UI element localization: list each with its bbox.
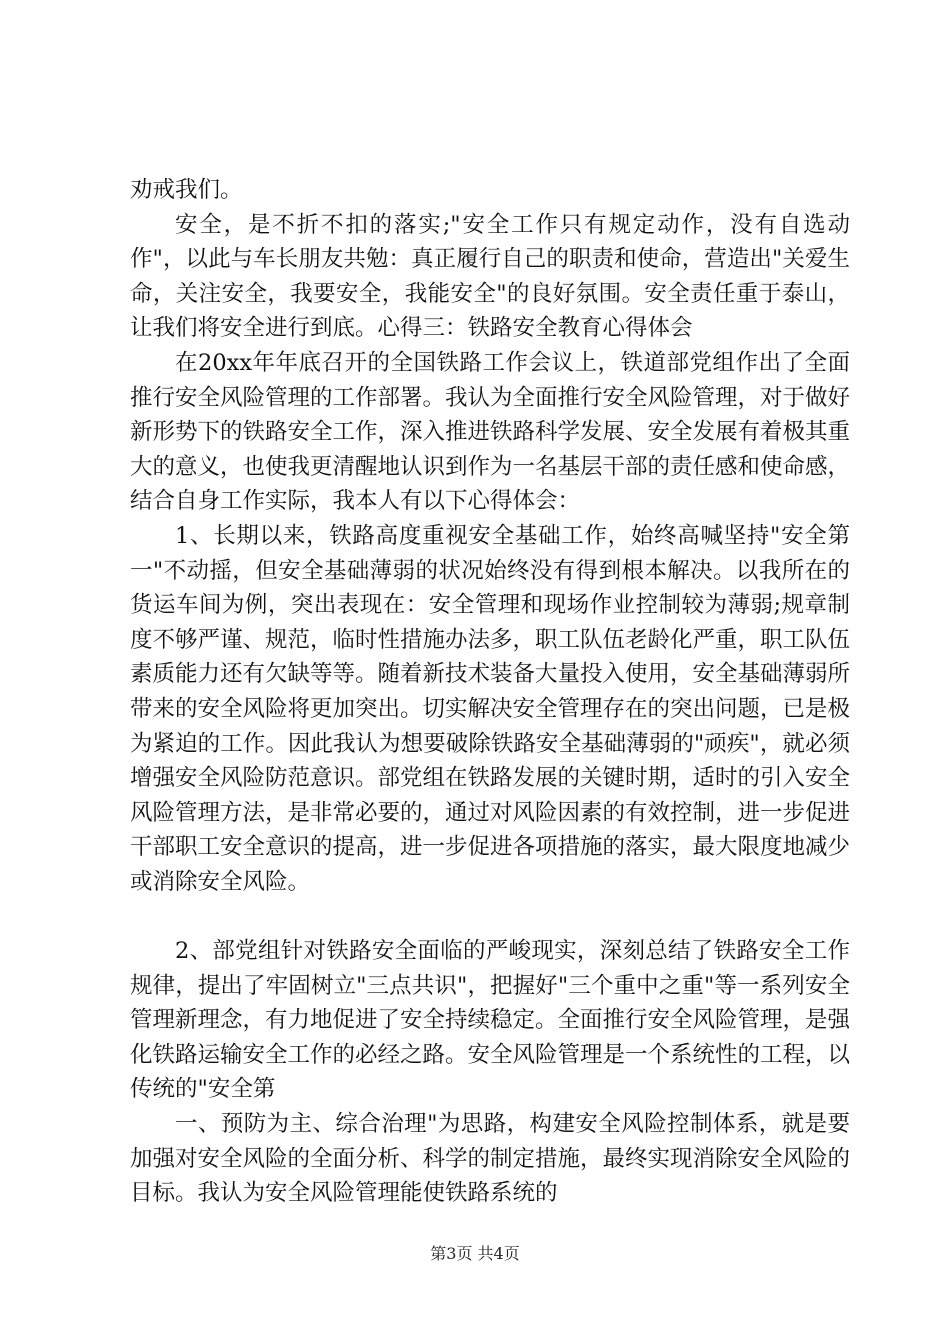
paragraph-2: 安全，是不折不扣的落实;"安全工作只有规定动作，没有自选动作"，以此与车长朋友共勉：真正履行自己的职责和使命，营造出"关爱生命，关注安全，我要安全，我能安全"的良好氛围。安全责任重于泰山，让我们将安全进行到底。心得三：铁路安全教育心得体会 — [130, 211, 850, 342]
paragraph-1: 劝戒我们。 — [130, 177, 243, 203]
paragraph-5: 2、部党组针对铁路安全面临的严峻现实，深刻总结了铁路安全工作规律，提出了牢固树立"三点共识"，把握好"三个重中之重"等一系列安全管理新理念，有力地促进了安全持续稳定。全面推行安全风险管理，是强化铁路运输安全工作的必经之路。安全风险管理是一个系统性的工程，以传统的"安全第 — [130, 938, 851, 1103]
page-footer: 第3页 共4页 — [430, 1244, 520, 1263]
document-body — [130, 173, 850, 1211]
paragraph-6: 一、预防为主、综合治理"为思路，构建安全风险控制体系，就是要加强对安全风险的全面分析、科学的制定措施，最终实现消除安全风险的目标。我认为安全风险管理能使铁路系统的 — [130, 1111, 851, 1207]
paragraph-spacer — [130, 899, 850, 934]
paragraph-4: 1、长期以来，铁路高度重视安全基础工作，始终高喊坚持"安全第一"不动摇，但安全基础薄弱的状况始终没有得到根本解决。以我所在的货运车间为例，突出表现在：安全管理和现场作业控制较为薄弱;规章制度不够严谨、规范，临时性措施办法多，职工队伍老龄化严重，职工队伍素质能力还有欠缺等等。随着新技术装备大量投入使用，安全基础薄弱所带来的安全风险将更加突出。切实解决安全管理存在的突出问题，已是极为紧迫的工作。因此我认为想要破除铁路安全基础薄弱的"顽疾"，就必须增强安全风险防范意识。部党组在铁路发展的关键时期，适时的引入安全风险管理方法，是非常必要的，通过对风险因素的有效控制，进一步促进干部职工安全意识的提高，进一步促进各项措施的落实，最大限度地减少或消除安全风险。 — [130, 522, 851, 895]
paragraph-3: 在20xx年年底召开的全国铁路工作会议上，铁道部党组作出了全面推行安全风险管理的工作部署。我认为全面推行安全风险管理，对于做好新形势下的铁路安全工作，深入推进铁路科学发展、安全发展有着极其重大的意义，也使我更清醒地认识到作为一名基层干部的责任感和使命感，结合自身工作实际，我本人有以下心得体会： — [130, 349, 851, 515]
